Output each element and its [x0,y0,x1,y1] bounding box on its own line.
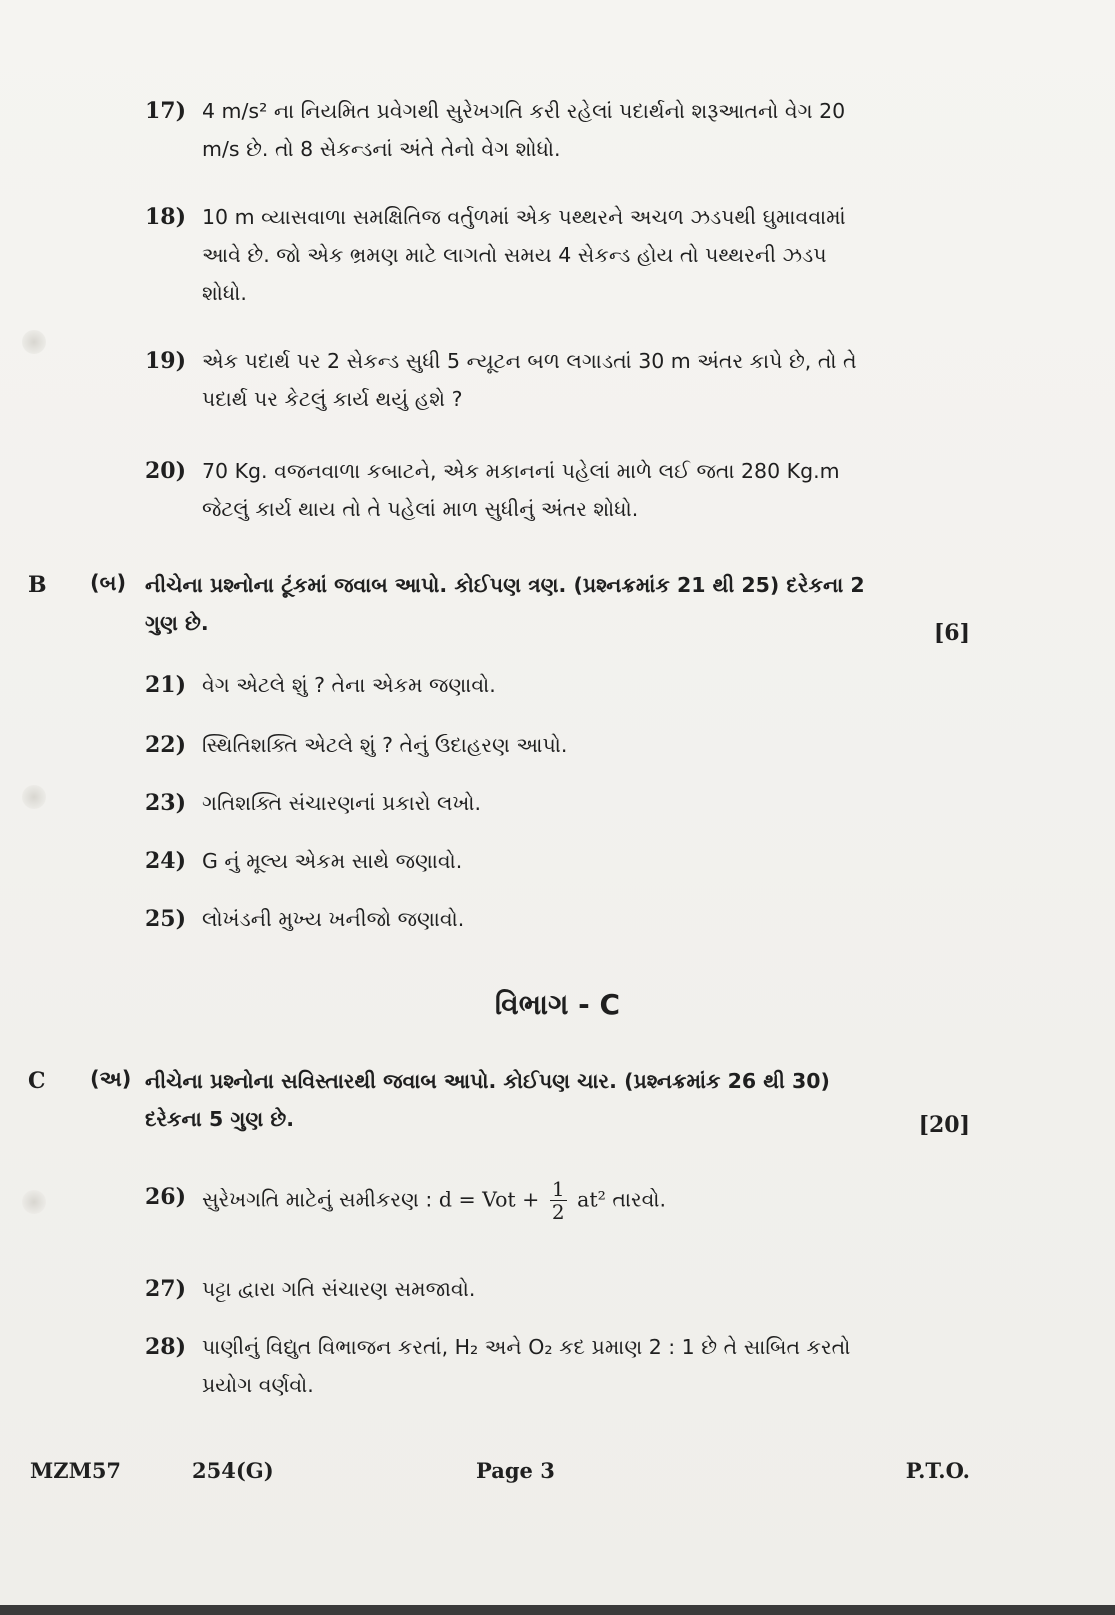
section-letter: B [28,572,47,598]
question-number: 17) [145,98,187,124]
question-text: ગતિશક્તિ સંચારણનાં પ્રકારો લખો. [202,791,481,815]
punch-hole [22,1190,46,1214]
question-18 [145,198,865,312]
page-bottom-edge [0,1605,1115,1615]
question-number: 26) [145,1184,187,1210]
section-sub-label: (અ) [90,1067,132,1091]
footer-code: MZM57 [30,1458,122,1483]
question-number: 25) [145,906,187,932]
section-sub-label: (બ) [90,571,127,595]
equation-lhs: d = Vot + [438,1187,540,1212]
question-22 [145,726,865,764]
section-letter: C [28,1068,46,1094]
section-heading: વિભાગ - C [494,988,621,1021]
question-text: 10 m વ્યાસવાળા સમક્ષિતિજ વર્તુળમાં એક પથ્થરને અચળ ઝડપથી ઘુમાવવામાં આવે છે. જો એક ભ્રમણ માટે લાગતો સમય 4 સેકન્ડ હોય તો પથ્થરની ઝડપ શોધો. [202,205,846,305]
section-marks: [20] [918,1112,970,1138]
question-number: 20) [145,458,187,484]
question-24 [145,842,865,880]
section-instruction: નીચેના પ્રશ્નોના સવિસ્તારથી જવાબ આપો. કોઈપણ ચાર. (પ્રશ્નક્રમાંક 26 થી 30) દરેકના 5 ગુણ છે. [145,1069,830,1131]
question-text: 4 m/s² ના નિયમિત પ્રવેગથી સુરેખગતિ કરી રહેલાં પદાર્થનો શરૂઆતનો વેગ 20 m/s છે. તો 8 સેકન્ડનાં અંતે તેનો વેગ શોધો. [202,99,846,161]
question-text: વેગ એટલે શું ? તેના એકમ જણાવો. [202,673,496,697]
question-28 [145,1328,865,1404]
question-27 [145,1270,865,1308]
question-25 [145,900,865,938]
section-marks: [6] [933,620,970,646]
equation-suffix: તારવો. [612,1187,667,1212]
question-text: પટ્ટા દ્વારા ગતિ સંચારણ સમજાવો. [202,1277,476,1301]
punch-hole [22,330,46,354]
question-text: એક પદાર્થ પર 2 સેકન્ડ સુધી 5 ન્યૂટન બળ લગાડતાં 30 m અંતર કાપે છે, તો તે પદાર્થ પર કેટલું કાર્ય થયું હશે ? [202,349,857,411]
question-17 [145,92,865,168]
equation-fraction [550,1178,567,1223]
question-number: 27) [145,1276,187,1302]
question-21 [145,666,865,704]
question-19 [145,342,865,418]
equation-prefix: સુરેખગતિ માટેનું સમીકરણ : [202,1187,433,1212]
fraction-denominator: 2 [551,1200,565,1224]
equation-rhs: at² [577,1187,606,1212]
question-number: 28) [145,1334,187,1360]
question-number: 23) [145,790,187,816]
footer-pto: P.T.O. [905,1458,970,1483]
question-text: લોખંડની મુખ્ય ખનીજો જણાવો. [202,907,465,931]
question-number: 19) [145,348,187,374]
section-instruction: નીચેના પ્રશ્નોના ટૂંકમાં જવાબ આપો. કોઈપણ ત્રણ. (પ્રશ્નક્રમાંક 21 થી 25) દરેકના 2 ગુણ છે. [145,573,865,635]
footer-paper: 254(G) [192,1458,274,1483]
question-text: G નું મૂલ્ય એકમ સાથે જણાવો. [202,849,463,873]
question-text: સ્થિતિશક્તિ એટલે શું ? તેનું ઉદાહરણ આપો. [202,733,568,757]
question-number: 18) [145,204,187,230]
footer-page-number: Page 3 [476,1458,555,1483]
question-text: પાણીનું વિદ્યુત વિભાજન કરતાં, H₂ અને O₂ કદ પ્રમાણ 2 : 1 છે તે સાબિત કરતો પ્રયોગ વર્ણવો. [202,1335,851,1397]
question-number: 24) [145,848,187,874]
question-number: 21) [145,672,187,698]
question-20 [145,452,865,528]
punch-hole [22,785,46,809]
fraction-numerator: 1 [551,1177,565,1201]
question-number: 22) [145,732,187,758]
question-23 [145,784,865,822]
question-text: 70 Kg. વજનવાળા કબાટને, એક મકાનનાં પહેલાં માળે લઈ જતા 280 Kg.m જેટલું કાર્ય થાય તો તે પહેલાં માળ સુધીનું અંતર શોધો. [202,459,840,521]
question-text [202,1178,865,1223]
question-26 [145,1178,865,1223]
